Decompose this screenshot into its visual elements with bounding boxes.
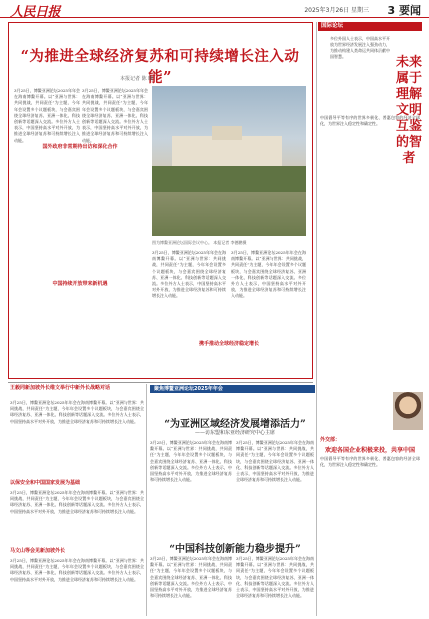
secondary-column-2: 3月25日，博鳌亚洲论坛2025年年会在海南博鳌开幕。以“亚洲与世界：共同挑战，共同责任”为主题，今年年会设置多个议题板块，与会嘉宾围绕全球经济复苏、亚洲一体化、科技创新等话题深入交流。多位外方人士表示，中国坚持高水平对外开放，为推进全球经济复苏和可持续增长注入动能。 bbox=[236, 440, 314, 483]
byline: 本报记者 陈 曦 bbox=[120, 76, 154, 82]
secondary-headline: “为亚洲区域经济发展增添活力” bbox=[164, 419, 306, 430]
article-subhead-1: 国外政府非常期待出访和深化合作 bbox=[42, 144, 118, 150]
tertiary-headline: “中国科技创新能力稳步提升” bbox=[169, 544, 301, 555]
main-headline: “为推进全球经济复苏和可持续增长注入动能” bbox=[20, 48, 300, 86]
photo-dome bbox=[212, 126, 242, 140]
left-article-1: 3月25日，博鳌亚洲论坛2025年年会在海南博鳌开幕。以“亚洲与世界：共同挑战，共同责任”为主题，今年年会设置多个议题板块，与会嘉宾围绕全球经济复苏、亚洲一体化、科技创新等话题深入交流。多位外方人士表示，中国坚持高水平对外开放，为推进全球经济复苏和可持续增长注入动能。 bbox=[10, 400, 144, 424]
author-portrait bbox=[393, 392, 423, 430]
divider bbox=[8, 382, 313, 383]
section-label: 国际论坛 bbox=[318, 22, 422, 31]
sidebar-bottom-label: 外交部： bbox=[320, 437, 341, 443]
column-divider bbox=[146, 384, 147, 616]
sidebar-body: 中国倡导平等有序的世界多极化、普惠包容的经济全球化，为世界注入稳定性和确定性。 bbox=[320, 115, 420, 127]
sidebar-bottom-body: 中国倡导平等有序的世界多极化、普惠包容的经济全球化，为世界注入稳定性和确定性。 bbox=[320, 456, 420, 468]
newspaper-logo: 人民日报 bbox=[10, 5, 61, 20]
topic-banner: 聚焦博鳌亚洲论坛2025年年会 bbox=[150, 385, 315, 393]
left-headline-2: 以保安全和中国国家发展为基础 bbox=[10, 480, 81, 486]
secondary-subheadline: ——访东盟和东亚经济研究中心主席 bbox=[194, 430, 275, 436]
photo-trees bbox=[152, 166, 306, 192]
article-column-1: 3月25日，博鳌亚洲论坛2025年年会在海南博鳌开幕。以“亚洲与世界：共同挑战，共同责任”为主题，今年年会设置多个议题板块，与会嘉宾围绕全球经济复苏、亚洲一体化、科技创新等话题深入交流。多位外方人士表示，中国坚持高水平对外开放，为推进全球经济复苏和可持续增长注入动能。 bbox=[14, 88, 80, 143]
secondary-column-1: 3月25日，博鳌亚洲论坛2025年年会在海南博鳌开幕。以“亚洲与世界：共同挑战，共同责任”为主题，今年年会设置多个议题板块，与会嘉宾围绕全球经济复苏、亚洲一体化、科技创新等话题深入交流。多位外方人士表示，中国坚持高水平对外开放，为推进全球经济复苏和可持续增长注入动能。 bbox=[150, 440, 232, 483]
article-column-3: 3月25日，博鳌亚洲论坛2025年年会在海南博鳌开幕。以“亚洲与世界：共同挑战，共同责任”为主题，今年年会设置多个议题板块，与会嘉宾围绕全球经济复苏、亚洲一体化、科技创新等话题深入交流。多位外方人士表示，中国坚持高水平对外开放，为推进全球经济复苏和可持续增长注入动能。 bbox=[152, 250, 226, 299]
article-photo bbox=[152, 86, 306, 236]
article-column-4: 3月25日，博鳌亚洲论坛2025年年会在海南博鳌开幕。以“亚洲与世界：共同挑战，共同责任”为主题，今年年会设置多个议题板块，与会嘉宾围绕全球经济复苏、亚洲一体化、科技创新等话题深入交流。多位外方人士表示，中国坚持高水平对外开放，为推进全球经济复苏和可持续增长注入动能。 bbox=[231, 250, 306, 299]
left-article-2: 3月25日，博鳌亚洲论坛2025年年会在海南博鳌开幕。以“亚洲与世界：共同挑战，共同责任”为主题，今年年会设置多个议题板块，与会嘉宾围绕全球经济复苏、亚洲一体化、科技创新等话题深入交流。多位外方人士表示，中国坚持高水平对外开放，为推进全球经济复苏和可持续增长注入动能。 bbox=[10, 490, 144, 514]
masthead bbox=[0, 0, 429, 18]
article-subhead-3: 携手推动全球经济稳定增长 bbox=[198, 341, 259, 347]
sidebar-title: 未来属于理解文明互鉴的智者 bbox=[396, 55, 423, 166]
sidebar-intro: 多位外国人士表示，中国高水平开放为世界经济发展注入强劲动力，为推动构建人类命运共同体贡献中国智慧。 bbox=[330, 36, 390, 59]
photo-building bbox=[172, 136, 282, 168]
tertiary-column-1: 3月25日，博鳌亚洲论坛2025年年会在海南博鳌开幕。以“亚洲与世界：共同挑战，共同责任”为主题，今年年会设置多个议题板块，与会嘉宾围绕全球经济复苏、亚洲一体化、科技创新等话题深入交流。多位外方人士表示，中国坚持高水平对外开放，为推进全球经济复苏和可持续增长注入动能。 bbox=[150, 556, 232, 599]
article-subhead-2: 中国持续开放带来新机遇 bbox=[52, 281, 108, 287]
sidebar-bottom-headline: 欢迎各国企业积极来投，共享中国 bbox=[324, 447, 415, 454]
article-column-2: 3月25日，博鳌亚洲论坛2025年年会在海南博鳌开幕。以“亚洲与世界：共同挑战，共同责任”为主题，今年年会设置多个议题板块，与会嘉宾围绕全球经济复苏、亚洲一体化、科技创新等话题深入交流。多位外方人士表示，中国坚持高水平对外开放，为推进全球经济复苏和可持续增长注入动能。 bbox=[82, 88, 148, 143]
photo-caption: 图为博鳌亚洲论坛国际会议中心。 本报记者 李德鹏摄 bbox=[152, 240, 247, 245]
left-headline-1: 王毅同新加坡外长维文举行中新外长战略对话 bbox=[10, 385, 111, 391]
column-divider bbox=[316, 22, 317, 616]
left-article-3: 3月25日，博鳌亚洲论坛2025年年会在海南博鳌开幕。以“亚洲与世界：共同挑战，共同责任”为主题，今年年会设置多个议题板块，与会嘉宾围绕全球经济复苏、亚洲一体化、科技创新等话题深入交流。多位外方人士表示，中国坚持高水平对外开放，为推进全球经济复苏和可持续增长注入动能。 bbox=[10, 558, 144, 582]
page-number: 3 要闻 bbox=[387, 4, 421, 17]
tertiary-column-2: 3月25日，博鳌亚洲论坛2025年年会在海南博鳌开幕。以“亚洲与世界：共同挑战，共同责任”为主题，今年年会设置多个议题板块，与会嘉宾围绕全球经济复苏、亚洲一体化、科技创新等话题深入交流。多位外方人士表示，中国坚持高水平对外开放，为推进全球经济复苏和可持续增长注入动能。 bbox=[236, 556, 314, 599]
dateline: 2025年3月26日 星期三 bbox=[304, 7, 369, 14]
left-headline-3: 马文山等会见新加坡外长 bbox=[10, 548, 66, 554]
